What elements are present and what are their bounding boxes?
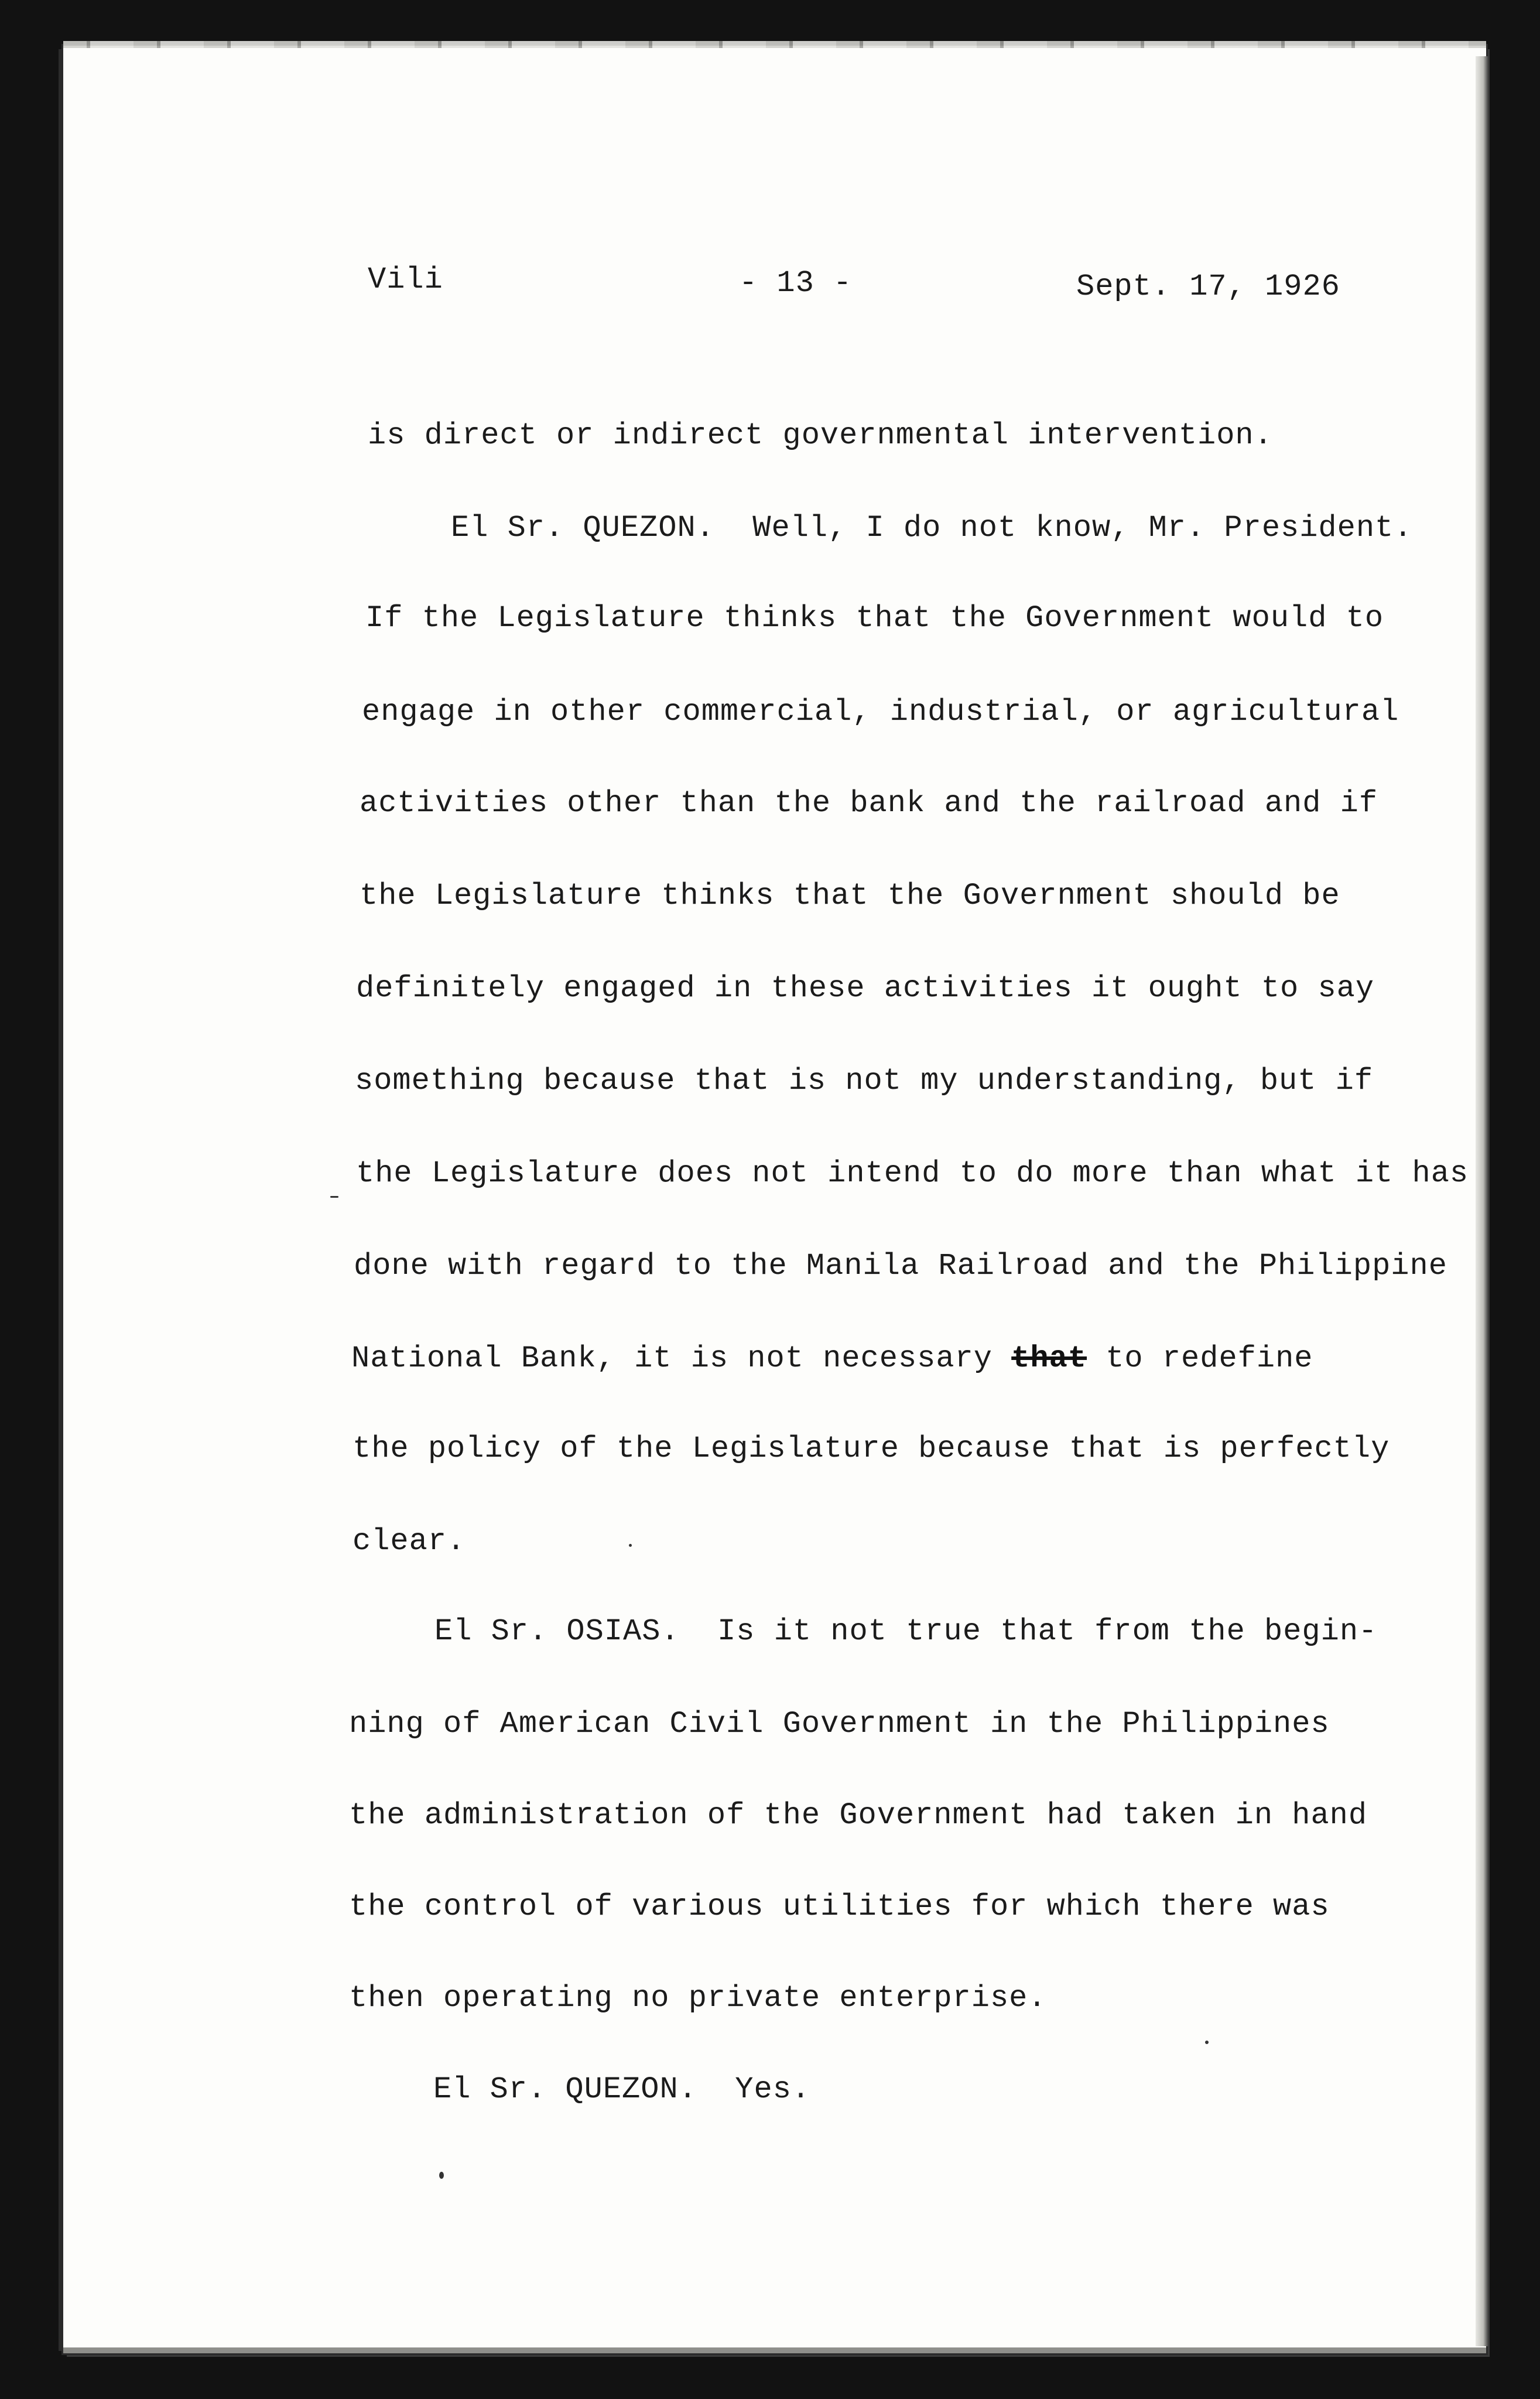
body-line-1: is direct or indirect governmental intervention. <box>368 418 1273 453</box>
body-line-14: El Sr. OSIAS. Is it not true that from the begin- <box>434 1614 1378 1649</box>
body-line-11-start: National Bank, it is not necessary <box>351 1341 1012 1376</box>
body-line-11 <box>351 1341 1313 1376</box>
body-line-6: the Legislature thinks that the Government should be <box>360 879 1340 913</box>
header-left-code: Vili <box>368 262 443 297</box>
body-line-2: El Sr. QUEZON. Well, I do not know, Mr. President. <box>451 511 1413 545</box>
body-line-15: ning of American Civil Government in the Philippines <box>349 1707 1330 1741</box>
body-line-18: then operating no private enterprise. <box>349 1981 1047 2015</box>
body-line-9: the Legislature does not intend to do more than what it has <box>356 1156 1469 1191</box>
body-line-17: the control of various utilities for which there was <box>349 1889 1330 1924</box>
page-number: - 13 - <box>739 266 853 300</box>
body-line-13: clear. <box>353 1524 466 1559</box>
body-line-3: If the Legislature thinks that the Government would to <box>365 601 1384 635</box>
body-line-12: the policy of the Legislature because that is perfectly <box>353 1431 1390 1466</box>
ink-speck <box>439 2172 444 2179</box>
body-line-10: done with regard to the Manila Railroad and the Philippine <box>354 1249 1447 1283</box>
ink-speck <box>330 1196 338 1198</box>
ink-speck <box>1205 2041 1209 2044</box>
body-line-4: engage in other commercial, industrial, or agricultural <box>362 695 1399 729</box>
paper-right-edge <box>1476 56 1488 2346</box>
body-line-7: definitely engaged in these activities it ought to say <box>356 971 1375 1006</box>
body-line-19: El Sr. QUEZON. Yes. <box>433 2072 811 2107</box>
header-date: Sept. 17, 1926 <box>1076 269 1340 304</box>
ink-speck <box>629 1544 632 1547</box>
body-line-8: something because that is not my understanding, but if <box>355 1064 1374 1098</box>
struck-out-word: that <box>1011 1341 1087 1376</box>
body-line-5: activities other than the bank and the railroad and if <box>360 786 1378 821</box>
body-line-16: the administration of the Government had taken in hand <box>349 1798 1368 1833</box>
paper-top-edge <box>63 41 1486 48</box>
paper-bottom-edge <box>63 2347 1486 2353</box>
body-line-11-end: to redefine <box>1087 1341 1313 1376</box>
